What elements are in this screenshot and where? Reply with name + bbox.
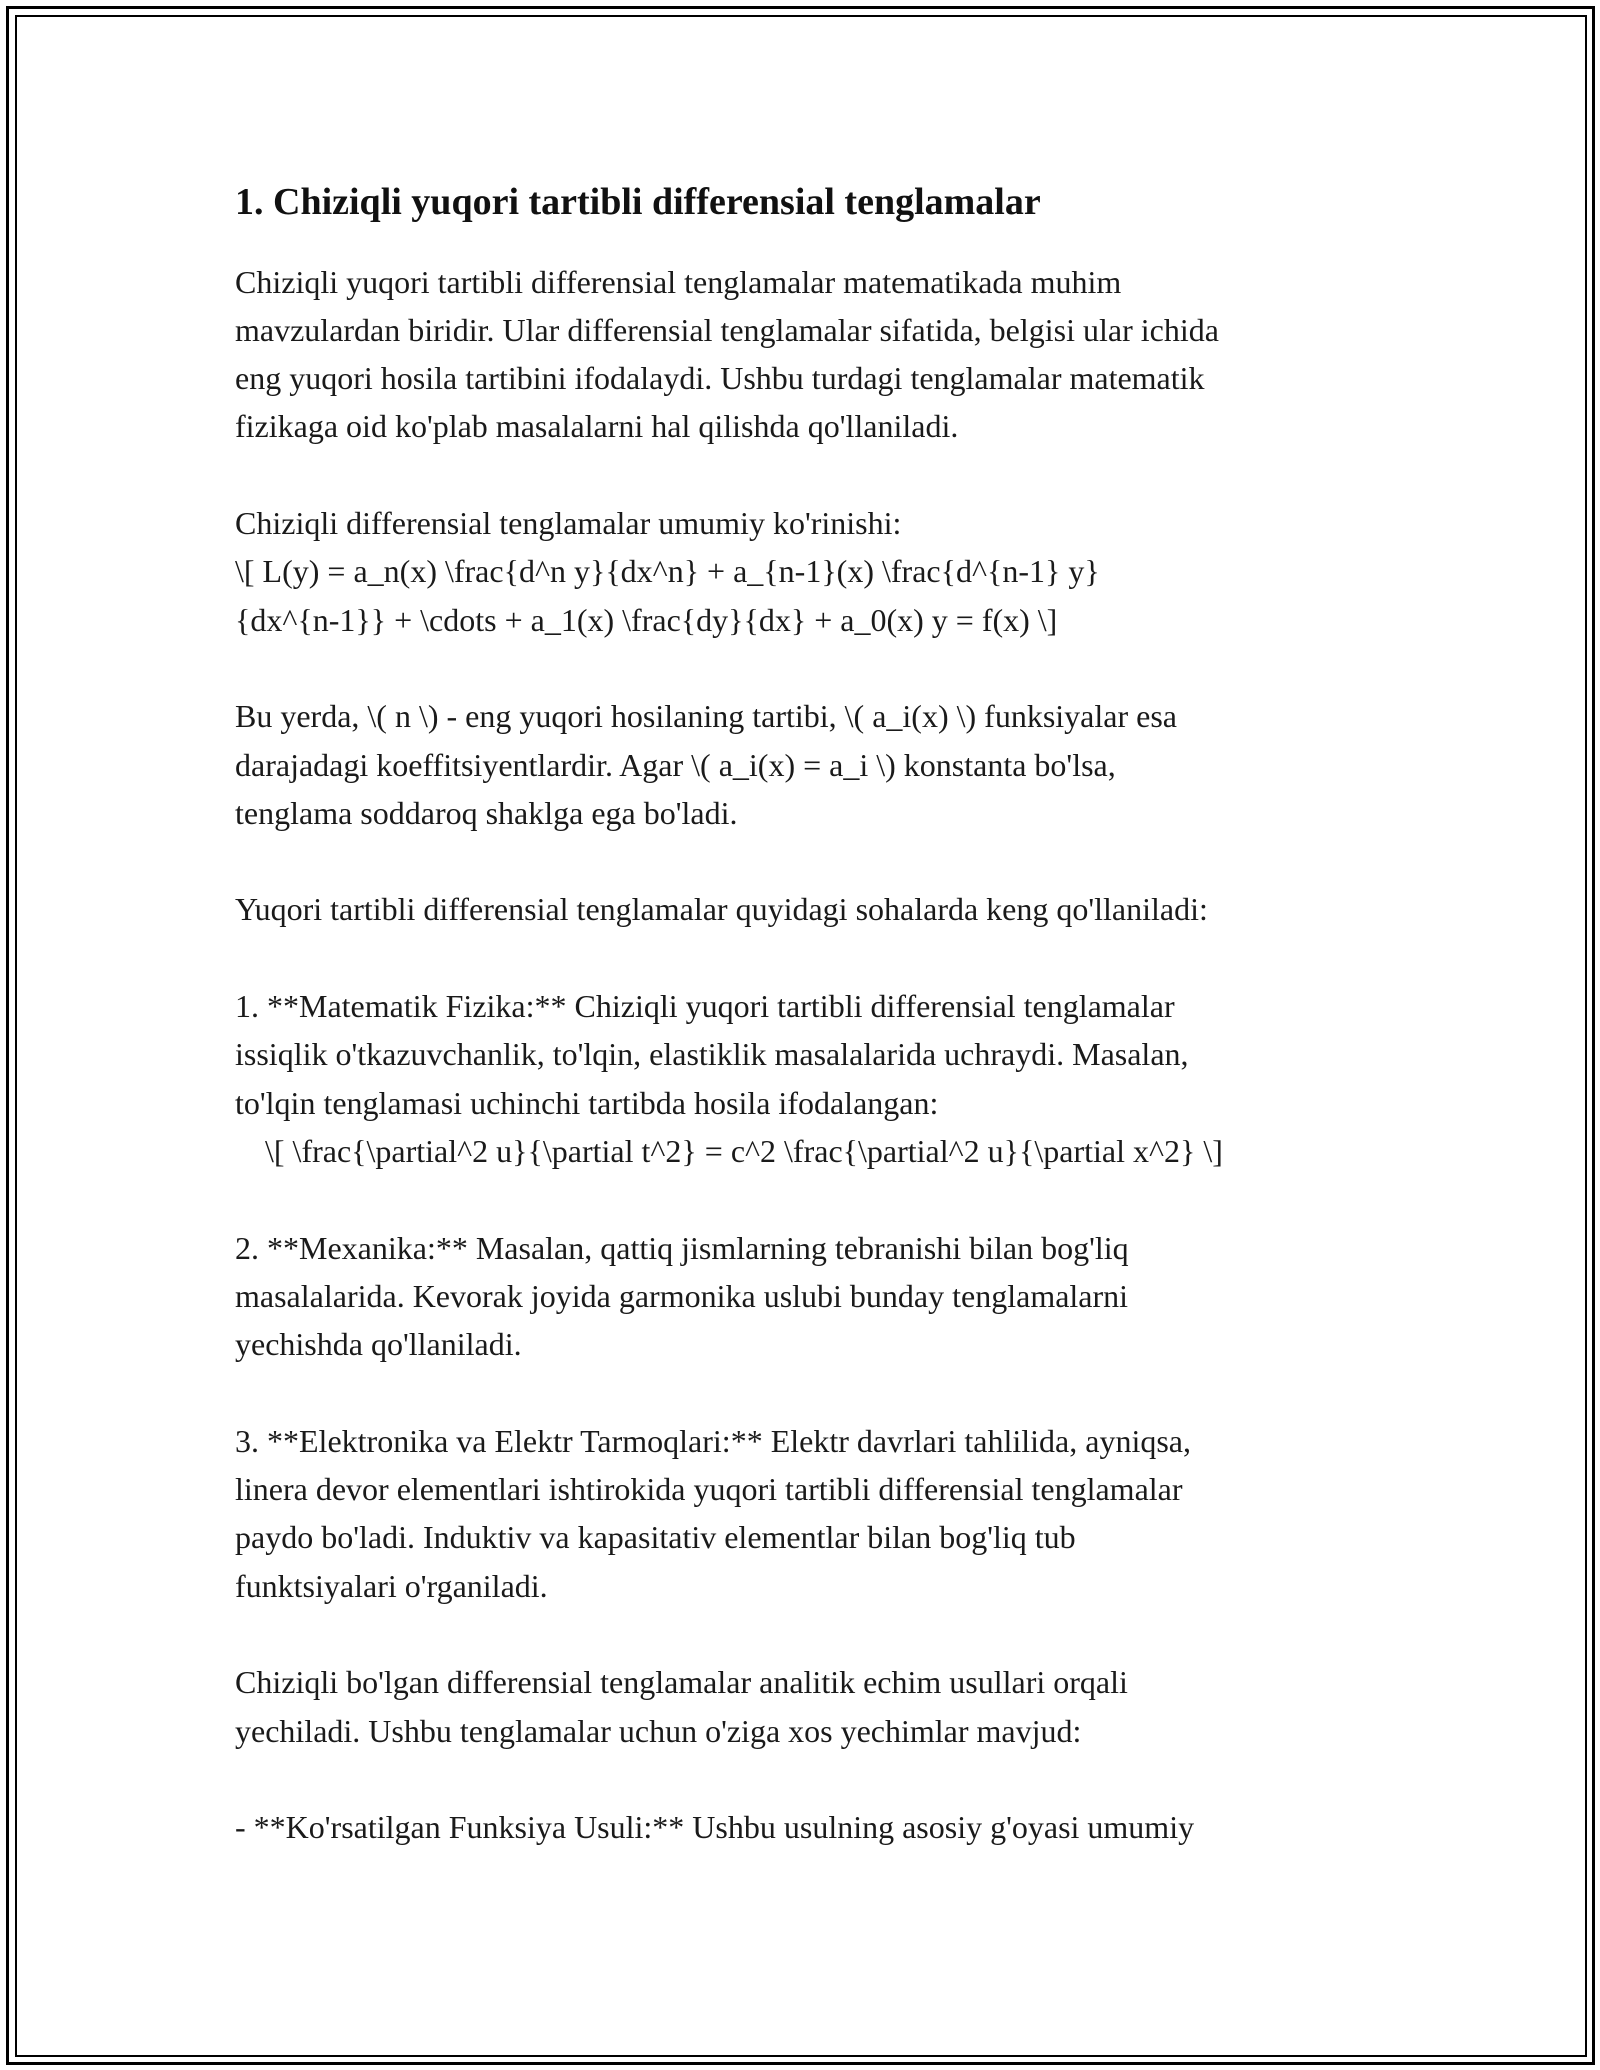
application-item-physics (235, 982, 1375, 1175)
text-line: eng yuqori hosila tartibini ifodalaydi. Ushbu turdagi tenglamalar matematik (235, 360, 1205, 397)
methods-paragraph (235, 1658, 1375, 1755)
text-line: to'lqin tenglamasi uchinchi tartibda hosila ifodalangan: (235, 1084, 939, 1121)
text-line: fizikaga oid ko'plab masalalarni hal qilishda qo'llaniladi. (235, 408, 959, 445)
wave-equation-formula: \[ \frac{\partial^2 u}{\partial t^2} = c^2 \frac{\partial^2 u}{\partial x^2} \] (265, 1132, 1223, 1169)
formula-line: \[ L(y) = a_n(x) \frac{d^n y}{dx^n} + a_{n-1}(x) \frac{d^{n-1} y} (235, 553, 1100, 590)
applications-intro: Yuqori tartibli differensial tenglamalar quyidagi sohalarda keng qo'llaniladi: (235, 891, 1208, 928)
explanation-paragraph (235, 692, 1375, 837)
application-item-electronics (235, 1417, 1375, 1610)
general-form-paragraph (235, 499, 1375, 644)
text-line: Bu yerda, \( n \) - eng yuqori hosilaning tartibi, \( a_i(x) \) funksiyalar esa (235, 698, 1177, 735)
text-line: darajadagi koeffitsiyentlardir. Agar \( a_i(x) = a_i \) konstanta bo'lsa, (235, 746, 1116, 783)
formula-line: {dx^{n-1}} + \cdots + a_1(x) \frac{dy}{dx} + a_0(x) y = f(x) \] (235, 601, 1058, 638)
text-line: issiqlik o'tkazuvchanlik, to'lqin, elastiklik masalalarida uchraydi. Masalan, (235, 1036, 1189, 1073)
application-item-mechanics (235, 1224, 1375, 1369)
document-body (235, 180, 1375, 1851)
text-line: tenglama soddaroq shaklga ega bo'ladi. (235, 794, 738, 831)
text-line: 3. **Elektronika va Elektr Tarmoqlari:** Elektr davrlari tahlilida, ayniqsa, (235, 1422, 1191, 1459)
method-list-item: - **Ko'rsatilgan Funksiya Usuli:** Ushbu usulning asosiy g'oyasi umumiy (235, 1809, 1195, 1846)
text-line: 1. **Matematik Fizika:** Chiziqli yuqori tartibli differensial tenglamalar (235, 988, 1175, 1025)
text-line: yechishda qo'llaniladi. (235, 1326, 522, 1363)
text-line: funktsiyalari o'rganiladi. (235, 1567, 548, 1604)
text-line: paydo bo'ladi. Induktiv va kapasitativ elementlar bilan bog'liq tub (235, 1519, 1076, 1556)
text-line: 2. **Mexanika:** Masalan, qattiq jismlarning tebranishi bilan bog'liq (235, 1229, 1129, 1266)
intro-paragraph (235, 258, 1375, 451)
text-line: linera devor elementlari ishtirokida yuqori tartibli differensial tenglamalar (235, 1471, 1183, 1508)
text-line: yechiladi. Ushbu tenglamalar uchun o'ziga xos yechimlar mavjud: (235, 1712, 1082, 1749)
text-line: mavzulardan biridir. Ular differensial tenglamalar sifatida, belgisi ular ichida (235, 311, 1219, 348)
text-line: Chiziqli yuqori tartibli differensial tenglamalar matematikada muhim (235, 263, 1122, 300)
section-title: 1. Chiziqli yuqori tartibli differensial tenglamalar (235, 181, 1041, 223)
text-line: Chiziqli differensial tenglamalar umumiy ko'rinishi: (235, 505, 902, 542)
text-line: masalalarida. Kevorak joyida garmonika uslubi bunday tenglamalarni (235, 1277, 1129, 1314)
text-line: Chiziqli bo'lgan differensial tenglamalar analitik echim usullari orqali (235, 1664, 1128, 1701)
